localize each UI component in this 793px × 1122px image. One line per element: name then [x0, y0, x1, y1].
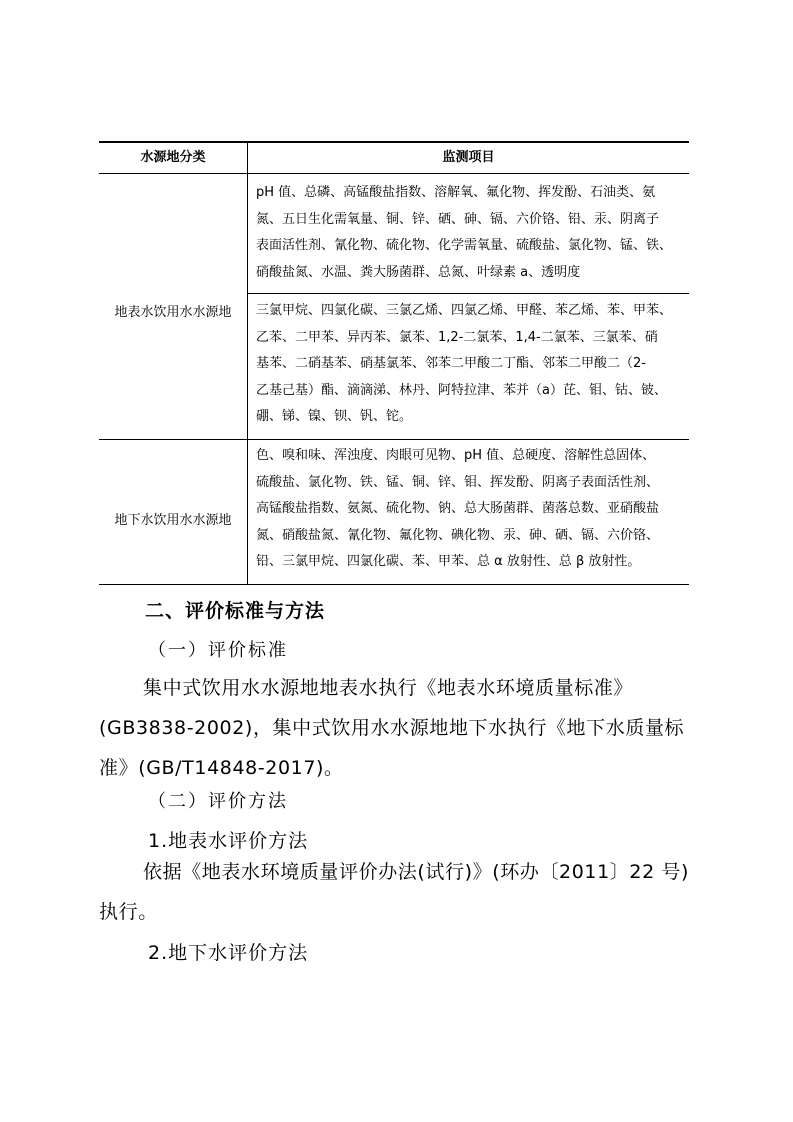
- section-heading: 二、评价标准与方法: [145, 600, 326, 622]
- paragraph-line: 执行。: [99, 901, 158, 923]
- row-separator: [99, 439, 689, 440]
- surface-items-basic: [256, 180, 684, 286]
- items-line: 高锰酸盐指数、氨氮、硫化物、钠、总大肠菌群、菌落总数、亚硝酸盐: [256, 501, 660, 516]
- table-header-row: [99, 143, 689, 174]
- group-separator: [247, 293, 689, 294]
- column-divider: [247, 143, 248, 585]
- items-line: 色、嗅和味、浑浊度、肉眼可见物、pH 值、总硬度、溶解性总固体、: [256, 448, 656, 463]
- subsection-heading-method: （二）评价方法: [148, 791, 288, 812]
- items-line: 三氯甲烷、四氯化碳、三氯乙烯、四氯乙烯、甲醛、苯乙烯、苯、甲苯、: [256, 303, 673, 318]
- surface-method-title: 1.地表水评价方法: [148, 830, 309, 852]
- header-items: 监测项目: [442, 150, 495, 165]
- standard-paragraph: [99, 668, 689, 788]
- subsection-heading-standard: （一）评价标准: [148, 640, 288, 661]
- surface-method-paragraph: [99, 852, 689, 932]
- items-line: 乙基己基）酯、滴滴涕、林丹、阿特拉津、苯并（a）芘、钼、钴、铍、: [256, 382, 667, 398]
- category-ground-water: 地下水饮用水水源地: [114, 513, 232, 528]
- paragraph-line: (GB3838-2002)，集中式饮用水水源地地下水执行《地下水质量标: [99, 717, 685, 739]
- category-surface-water: 地表水饮用水水源地: [114, 305, 232, 320]
- items-line: 表面活性剂、氰化物、硫化物、化学需氧量、硫酸盐、氯化物、锰、铁、: [256, 238, 673, 253]
- surface-items-specific: [256, 298, 684, 431]
- paragraph-line: 集中式饮用水水源地地表水执行《地表水环境质量标准》: [143, 677, 634, 699]
- header-category: 水源地分类: [140, 150, 206, 165]
- paragraph-line: 依据《地表水环境质量评价办法(试行)》(环办〔2011〕22 号): [143, 861, 690, 883]
- items-line: 硼、锑、镍、钡、钒、铊。: [256, 409, 413, 424]
- items-line: 氮、硝酸盐氮、氰化物、氟化物、碘化物、汞、砷、硒、镉、六价铬、: [256, 527, 660, 543]
- items-line: 氮、五日生化需氧量、铜、锌、硒、砷、镉、六价铬、铅、汞、阴离子: [256, 211, 660, 227]
- items-line: 硫酸盐、氯化物、铁、锰、铜、锌、钼、挥发酚、阴离子表面活性剂、: [256, 474, 660, 490]
- ground-method-title: 2.地下水评价方法: [148, 942, 309, 964]
- items-line: 乙苯、二甲苯、异丙苯、氯苯、1,2-二氯苯、1,4-二氯苯、三氯苯、硝: [256, 329, 658, 345]
- paragraph-line: 准》(GB/T14848-2017)。: [99, 757, 344, 779]
- items-line: 硝酸盐氮、水温、粪大肠菌群、总氮、叶绿素 a、透明度: [256, 264, 581, 280]
- items-line: 铅、三氯甲烷、四氯化碳、苯、甲苯、总 α 放射性、总 β 放射性。: [256, 554, 641, 569]
- items-line: pH 值、总磷、高锰酸盐指数、溶解氧、氟化物、挥发酚、石油类、氨: [256, 185, 656, 200]
- items-line: 基苯、二硝基苯、硝基氯苯、邻苯二甲酸二丁酯、邻苯二甲酸二（2-: [256, 356, 646, 371]
- table-bottom-rule: [99, 584, 689, 585]
- ground-items: [256, 443, 684, 576]
